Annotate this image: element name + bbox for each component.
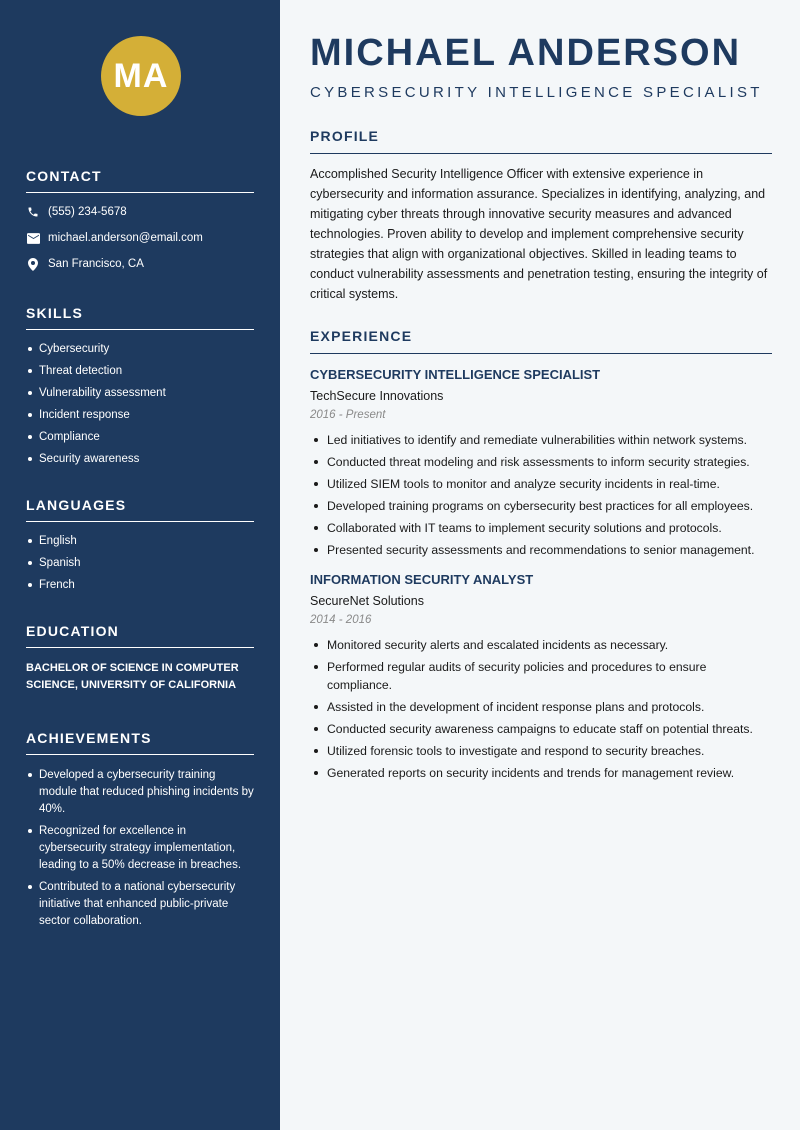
job-bullet: Assisted in the development of incident response plans and protocols. bbox=[310, 698, 772, 716]
achievements-list bbox=[26, 767, 254, 930]
skills-list bbox=[26, 342, 254, 466]
job-bullet: Presented security assessments and recommendations to senior management. bbox=[310, 541, 772, 559]
job-bullet: Conducted security awareness campaigns to educate staff on potential threats. bbox=[310, 720, 772, 738]
achievement-item: Recognized for excellence in cybersecurity strategy implementation, leading to a 50% decrease in breaches. bbox=[26, 823, 254, 874]
job-title: INFORMATION SECURITY ANALYST bbox=[310, 572, 534, 587]
avatar: MA bbox=[101, 36, 181, 116]
skills-section bbox=[26, 305, 254, 474]
job-dates: 2016 - Present bbox=[310, 409, 386, 421]
contact-heading: CONTACT bbox=[26, 168, 254, 193]
contact-location bbox=[26, 257, 254, 271]
contact-email bbox=[26, 231, 254, 245]
experience-section bbox=[310, 328, 772, 786]
job-bullet: Led initiatives to identify and remediate vulnerabilities within network systems. bbox=[310, 431, 772, 449]
profile-heading: PROFILE bbox=[310, 128, 772, 154]
profile-section bbox=[310, 128, 772, 304]
job-bullet: Developed training programs on cybersecurity best practices for all employees. bbox=[310, 497, 772, 515]
job-company: SecureNet Solutions bbox=[310, 594, 424, 608]
job-dates: 2014 - 2016 bbox=[310, 614, 372, 626]
job-bullet: Performed regular audits of security policies and procedures to ensure compliance. bbox=[310, 658, 772, 694]
job-bullet: Monitored security alerts and escalated incidents as necessary. bbox=[310, 636, 772, 654]
skill-item: Vulnerability assessment bbox=[26, 386, 254, 400]
achievement-item: Contributed to a national cybersecurity initiative that enhanced public-private sector collaboration. bbox=[26, 879, 254, 930]
email-text[interactable]: michael.anderson@email.com bbox=[48, 232, 203, 244]
job-bullet: Collaborated with IT teams to implement security solutions and protocols. bbox=[310, 519, 772, 537]
job-bullet: Generated reports on security incidents and trends for management review. bbox=[310, 764, 772, 782]
job-entry bbox=[310, 571, 772, 782]
job-bullets bbox=[310, 636, 772, 782]
location-text: San Francisco, CA bbox=[48, 258, 144, 270]
languages-list bbox=[26, 534, 254, 592]
skill-item: Security awareness bbox=[26, 452, 254, 466]
education-heading: EDUCATION bbox=[26, 623, 254, 648]
job-bullets bbox=[310, 431, 772, 559]
contact-phone bbox=[26, 205, 254, 219]
languages-section bbox=[26, 497, 254, 600]
job-bullet: Utilized forensic tools to investigate and respond to security breaches. bbox=[310, 742, 772, 760]
achievements-section bbox=[26, 730, 254, 935]
mail-icon bbox=[26, 231, 40, 245]
achievement-item: Developed a cybersecurity training module that reduced phishing incidents by 40%. bbox=[26, 767, 254, 818]
job-entry bbox=[310, 366, 772, 559]
location-pin-icon bbox=[26, 257, 40, 271]
phone-text[interactable]: (555) 234-5678 bbox=[48, 206, 127, 218]
skills-heading: SKILLS bbox=[26, 305, 254, 330]
phone-icon bbox=[26, 205, 40, 219]
job-title: CYBERSECURITY INTELLIGENCE SPECIALIST bbox=[310, 367, 601, 382]
sidebar bbox=[0, 0, 280, 1130]
language-item: Spanish bbox=[26, 556, 254, 570]
skill-item: Threat detection bbox=[26, 364, 254, 378]
candidate-name: MICHAEL ANDERSON bbox=[310, 32, 742, 74]
languages-heading: LANGUAGES bbox=[26, 497, 254, 522]
education-section bbox=[26, 623, 254, 694]
candidate-role: CYBERSECURITY INTELLIGENCE SPECIALIST bbox=[310, 84, 763, 101]
job-company: TechSecure Innovations bbox=[310, 389, 444, 403]
experience-heading: EXPERIENCE bbox=[310, 328, 772, 354]
contact-section bbox=[26, 168, 254, 271]
skill-item: Incident response bbox=[26, 408, 254, 422]
education-degree: BACHELOR OF SCIENCE IN COMPUTER SCIENCE, UNIVERSITY OF CALIFORNIA bbox=[26, 662, 239, 691]
job-bullet: Utilized SIEM tools to monitor and analyze security incidents in real-time. bbox=[310, 475, 772, 493]
skill-item: Cybersecurity bbox=[26, 342, 254, 356]
skill-item: Compliance bbox=[26, 430, 254, 444]
achievements-heading: ACHIEVEMENTS bbox=[26, 730, 254, 755]
profile-text: Accomplished Security Intelligence Officer with extensive experience in cybersecurity and information assurance. Specializes in identifying, analyzing, and mitigating cyber threats through innovative security measures and advanced technologies. Proven ability to develop and implement comprehensive security strategies that align with organizational objectives. Skilled in leading teams to conduct vulnerability assessments and penetration testing, ensuring the integrity of critical systems. bbox=[310, 167, 768, 301]
job-bullet: Conducted threat modeling and risk assessments to inform security strategies. bbox=[310, 453, 772, 471]
language-item: French bbox=[26, 578, 254, 592]
language-item: English bbox=[26, 534, 254, 548]
